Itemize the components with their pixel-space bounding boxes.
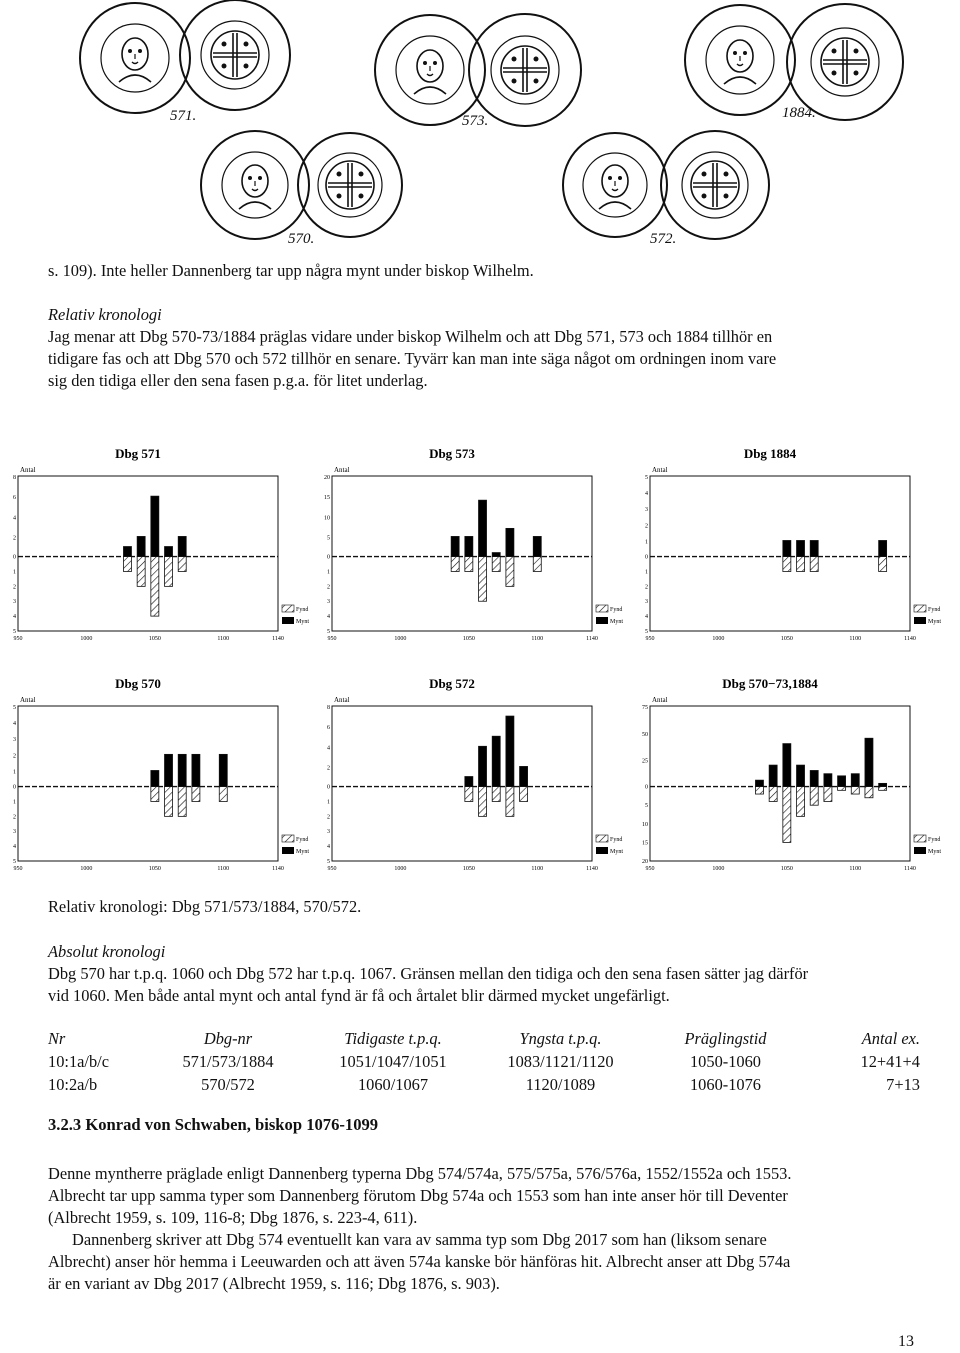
bar-mynt <box>123 547 131 557</box>
y-tick-label: 1 <box>327 569 330 576</box>
y-tick-label: 3 <box>13 599 16 606</box>
legend-label-mynt: Mynt <box>928 849 942 855</box>
legend-label-mynt: Mynt <box>610 849 624 855</box>
coin-label-1884: 1884. <box>782 105 816 121</box>
table-cell: 12+41+4 <box>860 1051 920 1071</box>
bar-fynd <box>178 557 186 572</box>
y-tick-label: 10 <box>324 515 330 522</box>
text-line: s. 109). Inte heller Dannenberg tar upp några mynt under biskop Wilhelm. <box>48 261 534 280</box>
y-tick-label: 3 <box>327 829 330 836</box>
coin-label-573: 573. <box>462 113 489 129</box>
y-tick-label: 5 <box>645 475 648 481</box>
bar-mynt <box>797 540 805 556</box>
chart-2 <box>324 446 623 642</box>
column-header: Dbg-nr <box>203 1028 253 1048</box>
text-line: är en variant av Dbg 2017 (Albrecht 1959, s. 116; Dbg 1876, s. 903). <box>48 1274 500 1293</box>
chart-6 <box>642 676 941 872</box>
text-line: (Albrecht 1959, s. 109, 116-8; Dbg 1876, s. 223-4, 611). <box>48 1208 418 1227</box>
axis-label: Antal <box>20 466 36 474</box>
plot-frame <box>18 476 278 631</box>
y-tick-label: 4 <box>645 614 648 621</box>
bar-mynt <box>520 766 528 786</box>
y-tick-label: 3 <box>645 507 648 514</box>
y-tick-label: 25 <box>642 758 648 765</box>
text-line: vid 1060. Men både antal mynt och antal fynd är få och årtalet blir därmed mycket ungefärligt. <box>48 986 670 1005</box>
legend-swatch-fynd <box>282 605 294 612</box>
bar-fynd <box>755 787 763 794</box>
x-tick-label: 1100 <box>217 866 230 872</box>
x-tick-label: 1100 <box>849 866 862 872</box>
y-tick-label: 3 <box>645 599 648 606</box>
legend-label-mynt: Mynt <box>296 849 310 855</box>
bar-fynd <box>797 787 805 817</box>
y-tick-label: 15 <box>642 840 648 847</box>
x-tick-label: 1050 <box>148 866 161 872</box>
coin-572 <box>563 131 769 247</box>
x-tick-label: 950 <box>327 866 337 872</box>
chronology-table <box>48 1027 920 1096</box>
bar-mynt <box>851 774 859 787</box>
legend-label-mynt: Mynt <box>296 619 310 625</box>
bar-mynt <box>479 746 487 786</box>
bar-mynt <box>506 528 514 556</box>
y-tick-label: 1 <box>13 799 16 806</box>
coin-1884 <box>685 4 903 121</box>
x-tick-label: 950 <box>645 866 655 872</box>
bar-mynt <box>879 783 887 786</box>
table-row <box>48 1050 920 1073</box>
y-tick-label: 1 <box>645 539 648 546</box>
bar-fynd <box>506 787 514 817</box>
bar-fynd <box>810 787 818 806</box>
y-tick-label: 8 <box>327 705 330 711</box>
bar-mynt <box>824 774 832 787</box>
bar-mynt <box>810 770 818 786</box>
text-line: tidigare fas och att Dbg 570 och 572 tillhör en senare. Tyvärr kan man inte säga något om ordningen inom vare <box>48 349 777 368</box>
y-tick-label: 3 <box>327 599 330 606</box>
bar-mynt <box>838 776 846 787</box>
x-tick-label: 1140 <box>272 636 284 642</box>
legend-swatch-mynt <box>914 617 926 624</box>
table-cell: 10:1a/b/c <box>48 1051 109 1071</box>
bar-mynt <box>165 754 173 786</box>
y-tick-label: 1 <box>13 769 16 776</box>
bar-fynd <box>151 557 159 617</box>
bar-fynd <box>824 787 832 802</box>
legend-swatch-mynt <box>282 847 294 854</box>
y-tick-label: 3 <box>13 829 16 836</box>
coin-570 <box>201 131 402 247</box>
table-cell: 570/572 <box>201 1074 255 1094</box>
legend-label-mynt: Mynt <box>610 619 624 625</box>
column-header: Tidigaste t.p.q. <box>344 1028 442 1048</box>
y-tick-label: 2 <box>327 584 330 591</box>
y-tick-label: 2 <box>13 814 16 821</box>
bar-fynd <box>479 787 487 817</box>
plot-frame <box>650 476 910 631</box>
y-tick-label: 5 <box>327 859 330 865</box>
x-tick-label: 1100 <box>217 636 230 642</box>
bar-mynt <box>879 540 887 556</box>
y-tick-label: 6 <box>327 725 330 732</box>
y-tick-label: 4 <box>327 745 330 752</box>
bar-fynd <box>783 557 791 572</box>
text-line: Dannenberg skriver att Dbg 574 eventuellt kan vara av samma typ som Dbg 2017 som han (liksom senare <box>72 1230 767 1249</box>
y-tick-label: 2 <box>645 584 648 591</box>
legend-swatch-mynt <box>596 617 608 624</box>
bar-fynd <box>151 787 159 802</box>
y-tick-label: 0 <box>13 784 16 791</box>
legend-label-mynt: Mynt <box>928 619 942 625</box>
bar-fynd <box>865 787 873 798</box>
bar-mynt <box>492 736 500 786</box>
legend-swatch-fynd <box>282 835 294 842</box>
table-cell: 10:2a/b <box>48 1074 98 1094</box>
legend-swatch-mynt <box>914 847 926 854</box>
y-tick-label: 0 <box>645 554 648 561</box>
x-tick-label: 1000 <box>80 636 93 642</box>
y-tick-label: 0 <box>327 554 330 561</box>
summary-text: Relativ kronologi: Dbg 571/573/1884, 570/572. <box>48 897 362 916</box>
x-tick-label: 1140 <box>904 636 916 642</box>
plot-frame <box>332 476 592 631</box>
y-tick-label: 2 <box>327 814 330 821</box>
bar-fynd <box>533 557 541 572</box>
y-tick-label: 1 <box>13 569 16 576</box>
y-tick-label: 4 <box>327 844 330 851</box>
x-tick-label: 1140 <box>586 866 598 872</box>
axis-label: Antal <box>652 466 668 474</box>
x-tick-label: 1050 <box>780 636 793 642</box>
text-line: Denne myntherre präglade enligt Dannenberg typerna Dbg 574/574a, 575/575a, 576/576a, 1552/1552a och 1553. <box>48 1164 792 1183</box>
text-line: Jag menar att Dbg 570-73/1884 präglas vidare under biskop Wilhelm och att Dbg 571, 573 och 1884 tillhör en <box>48 327 773 346</box>
coin-label-571: 571. <box>170 108 197 124</box>
column-header: Yngsta t.p.q. <box>519 1028 602 1048</box>
y-tick-label: 10 <box>642 821 648 828</box>
table-cell: 1051/1047/1051 <box>339 1051 447 1071</box>
chart-3 <box>645 446 941 642</box>
bar-fynd <box>178 787 186 817</box>
legend-label-fynd: Fynd <box>610 607 623 613</box>
bar-fynd <box>783 787 791 843</box>
text-line: Albrecht tar upp samma typer som Dannenberg förutom Dbg 574a och 1553 som han inte anser hör till Deventer <box>48 1186 788 1205</box>
bar-mynt <box>769 765 777 786</box>
paragraph-intro <box>48 260 920 282</box>
chart-title: Dbg 573 <box>429 446 475 461</box>
bar-mynt <box>755 780 763 786</box>
bar-mynt <box>151 770 159 786</box>
bar-fynd <box>879 557 887 572</box>
bar-fynd <box>479 557 487 602</box>
y-tick-label: 2 <box>13 535 16 542</box>
x-tick-label: 1050 <box>462 866 475 872</box>
x-tick-label: 950 <box>13 636 23 642</box>
bar-mynt <box>810 540 818 556</box>
y-tick-label: 5 <box>327 535 330 542</box>
column-header: Nr <box>48 1028 66 1048</box>
chart-1 <box>13 446 309 642</box>
table-cell: 1060-1076 <box>689 1074 762 1094</box>
bar-mynt <box>192 754 200 786</box>
bar-mynt <box>492 553 500 557</box>
bar-mynt <box>533 536 541 556</box>
bar-mynt <box>506 716 514 787</box>
y-tick-label: 0 <box>13 554 16 561</box>
y-tick-label: 5 <box>645 803 648 810</box>
y-tick-label: 4 <box>13 614 16 621</box>
section-body <box>48 1163 920 1295</box>
bar-mynt <box>165 547 173 557</box>
x-tick-label: 950 <box>13 866 23 872</box>
chart-title: Dbg 1884 <box>743 446 797 461</box>
bar-fynd <box>492 787 500 802</box>
y-tick-label: 0 <box>645 784 648 791</box>
section-heading: 3.2.3 Konrad von Schwaben, biskop 1076-1099 <box>48 1115 379 1134</box>
y-tick-label: 5 <box>13 705 16 711</box>
x-tick-label: 1100 <box>531 636 544 642</box>
chart-title: Dbg 572 <box>429 676 475 691</box>
column-header: Antal ex. <box>861 1028 920 1048</box>
bar-mynt <box>479 500 487 556</box>
legend-swatch-fynd <box>914 605 926 612</box>
axis-label: Antal <box>20 696 36 704</box>
legend-swatch-mynt <box>596 847 608 854</box>
bar-fynd <box>123 557 131 572</box>
page-number: 13 <box>898 1333 914 1350</box>
x-tick-label: 1000 <box>80 866 93 872</box>
y-tick-label: 0 <box>327 784 330 791</box>
coin-label-570: 570. <box>288 231 315 247</box>
legend-swatch-fynd <box>596 605 608 612</box>
bar-fynd <box>520 787 528 802</box>
plot-frame <box>332 706 592 861</box>
y-tick-label: 1 <box>645 569 648 576</box>
y-tick-label: 4 <box>13 721 16 728</box>
x-tick-label: 1050 <box>148 636 161 642</box>
chart-title: Dbg 571 <box>115 446 161 461</box>
summary <box>48 896 920 918</box>
table-row <box>48 1073 920 1096</box>
table-cell: 571/573/1884 <box>182 1051 274 1071</box>
text-line: sig den tidiga eller den sena fasen p.g.a. för litet underlag. <box>48 371 428 390</box>
bar-fynd <box>492 557 500 572</box>
subheading: Relativ kronologi <box>48 305 162 324</box>
x-tick-label: 1140 <box>586 636 598 642</box>
y-tick-label: 15 <box>324 495 330 502</box>
chart-5 <box>327 676 623 872</box>
y-tick-label: 20 <box>324 475 330 481</box>
y-tick-label: 6 <box>13 495 16 502</box>
bar-fynd <box>192 787 200 802</box>
y-tick-label: 1 <box>327 799 330 806</box>
x-tick-label: 1000 <box>394 636 407 642</box>
y-tick-label: 4 <box>645 491 648 498</box>
bar-fynd <box>165 787 173 817</box>
bar-fynd <box>506 557 514 587</box>
x-tick-label: 1140 <box>904 866 916 872</box>
x-tick-label: 950 <box>327 636 337 642</box>
x-tick-label: 1140 <box>272 866 284 872</box>
chart-title: Dbg 570−73,1884 <box>722 676 818 691</box>
y-tick-label: 8 <box>13 475 16 481</box>
column-header: Präglingstid <box>684 1028 767 1048</box>
y-tick-label: 2 <box>13 584 16 591</box>
chart-title: Dbg 570 <box>115 676 161 691</box>
bar-mynt <box>178 536 186 556</box>
axis-label: Antal <box>334 696 350 704</box>
bar-fynd <box>137 557 145 587</box>
legend-label-fynd: Fynd <box>928 607 941 613</box>
legend-swatch-mynt <box>282 617 294 624</box>
y-tick-label: 4 <box>13 844 16 851</box>
x-tick-label: 1000 <box>394 866 407 872</box>
bar-fynd <box>465 557 473 572</box>
section-absolut-kronologi <box>48 941 920 1007</box>
bar-fynd <box>838 787 846 791</box>
x-tick-label: 1000 <box>712 636 725 642</box>
table-cell: 1060/1067 <box>357 1074 429 1094</box>
x-tick-label: 1000 <box>712 866 725 872</box>
y-tick-label: 5 <box>645 629 648 635</box>
table-cell: 1083/1121/1120 <box>507 1051 614 1071</box>
coin-571 <box>80 0 290 124</box>
legend-label-fynd: Fynd <box>610 837 623 843</box>
x-tick-label: 1100 <box>531 866 544 872</box>
bar-mynt <box>178 754 186 786</box>
y-tick-label: 2 <box>327 765 330 772</box>
table-cell: 1050-1060 <box>689 1051 762 1071</box>
x-tick-label: 1100 <box>849 636 862 642</box>
text-line: Dbg 570 har t.p.q. 1060 och Dbg 572 har t.p.q. 1067. Gränsen mellan den tidiga och den sena fasen sätter jag därför <box>48 964 809 983</box>
table-cell: 1120/1089 <box>525 1074 596 1094</box>
text-line: Albrecht) anser hör hemma i Leeuwarden och att även 574a kanske bör hänföras hit. Albrecht anser att Dbg 574a <box>48 1252 791 1271</box>
axis-label: Antal <box>334 466 350 474</box>
bar-fynd <box>810 557 818 572</box>
bar-mynt <box>783 540 791 556</box>
x-tick-label: 1050 <box>780 866 793 872</box>
chart-grid <box>0 436 960 876</box>
y-tick-label: 20 <box>642 859 648 865</box>
coin-label-572: 572. <box>650 231 677 247</box>
y-tick-label: 5 <box>327 629 330 635</box>
subheading: Absolut kronologi <box>48 942 166 961</box>
bar-fynd <box>219 787 227 802</box>
table-header <box>48 1027 920 1050</box>
bar-fynd <box>769 787 777 802</box>
legend-label-fynd: Fynd <box>296 607 309 613</box>
coin-573 <box>375 14 581 129</box>
x-tick-label: 1050 <box>462 636 475 642</box>
bar-mynt <box>451 536 459 556</box>
y-tick-label: 4 <box>13 515 16 522</box>
y-tick-label: 5 <box>13 859 16 865</box>
bar-mynt <box>151 496 159 556</box>
axis-label: Antal <box>652 696 668 704</box>
y-tick-label: 2 <box>13 753 16 760</box>
bar-fynd <box>165 557 173 587</box>
bar-mynt <box>137 536 145 556</box>
y-tick-label: 3 <box>13 737 16 744</box>
chart-4 <box>13 676 309 872</box>
section-relativ-kronologi <box>48 304 920 392</box>
y-tick-label: 75 <box>642 705 648 711</box>
bar-fynd <box>797 557 805 572</box>
coin-illustrations <box>60 0 940 250</box>
x-tick-label: 950 <box>645 636 655 642</box>
y-tick-label: 50 <box>642 731 648 738</box>
bar-fynd <box>879 787 887 791</box>
legend-swatch-fynd <box>596 835 608 842</box>
y-tick-label: 4 <box>327 614 330 621</box>
bar-mynt <box>783 744 791 787</box>
bar-fynd <box>451 557 459 572</box>
legend-label-fynd: Fynd <box>928 837 941 843</box>
y-tick-label: 2 <box>645 523 648 530</box>
bar-mynt <box>797 765 805 786</box>
bar-mynt <box>865 738 873 786</box>
table-cell: 7+13 <box>886 1074 920 1094</box>
plot-frame <box>18 706 278 861</box>
legend-swatch-fynd <box>914 835 926 842</box>
bar-mynt <box>219 754 227 786</box>
bar-mynt <box>465 777 473 787</box>
y-tick-label: 5 <box>13 629 16 635</box>
bar-mynt <box>465 536 473 556</box>
legend-label-fynd: Fynd <box>296 837 309 843</box>
bar-fynd <box>851 787 859 794</box>
bar-fynd <box>465 787 473 802</box>
